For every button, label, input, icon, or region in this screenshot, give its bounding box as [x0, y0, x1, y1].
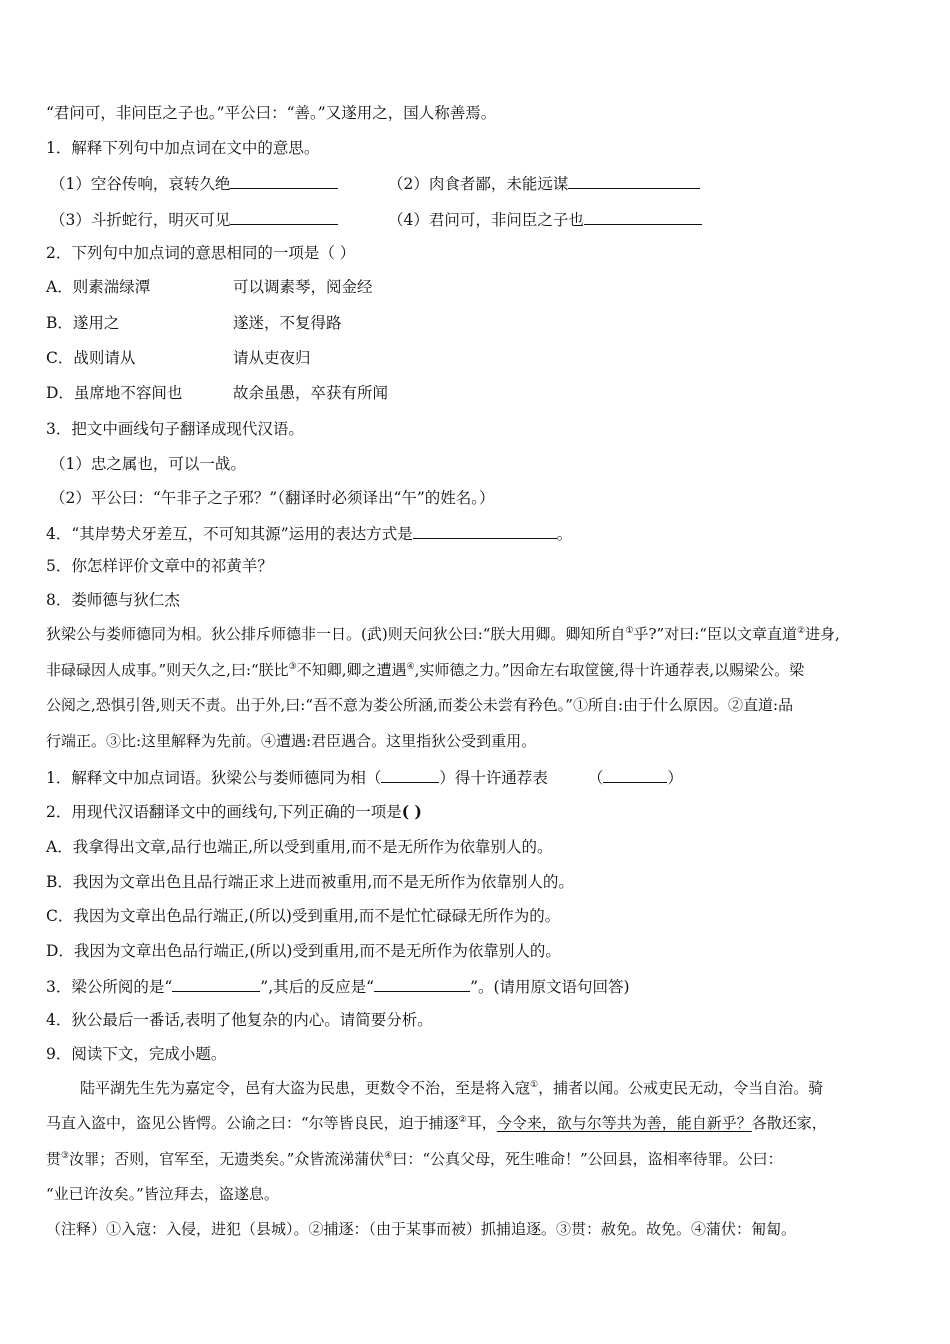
answer-blank[interactable] [172, 975, 260, 992]
s1-question-3: 3．把文中画线句子翻译成现代汉语。 [46, 420, 304, 438]
s1-q1-item-2: （2）肉食者鄙，未能远谋 [388, 172, 700, 194]
s1-q3-item-1: （1）忠之属也，可以一战。 [50, 455, 246, 473]
s8-q2-option-b: B．我因为文章出色且品行端正求上进而被重用,而不是无所作为依靠别人的。 [46, 873, 574, 891]
s1-q2-option-b-left: B．遂用之 [46, 314, 120, 332]
s8-title: 8．娄师德与狄仁杰 [46, 591, 180, 609]
top-line: “君问可，非问臣之子也。”平公曰：“善。”又遂用之，国人称善焉。 [46, 104, 497, 122]
answer-blank[interactable] [603, 766, 667, 783]
answer-blank[interactable] [568, 172, 700, 189]
s1-question-4: 4．“其岸势犬牙差互，不可知其源”运用的表达方式是 。 [46, 522, 572, 544]
s1-q2-option-a-left: A．则素湍绿潭 [46, 278, 151, 296]
s8-q2-option-d: D．我因为文章出色品行端正,(所以)受到重用,而不是无所作为依靠别人的。 [46, 942, 561, 960]
s1-q2-option-b-right: 遂迷，不复得路 [233, 314, 342, 332]
s8-passage-line-1: 狄梁公与娄师德同为相。狄公排斥师德非一日。(武)则天问狄公曰:“朕大用卿。卿知所自①乎?”对曰:“臣以文章直道②进身, [46, 625, 840, 643]
s8-question-1: 1．解释文中加点词语。狄梁公与娄师德同为相（ ）得十许通荐表 （ ） [46, 766, 683, 788]
answer-blank[interactable] [374, 975, 470, 992]
s8-passage-line-4: 行端正。③比:这里解释为先前。④遭遇:君臣遇合。这里指狄公受到重用。 [46, 732, 537, 750]
s1-q1-item-1: （1）空谷传响，哀转久绝 [50, 172, 338, 194]
answer-blank[interactable] [381, 766, 439, 783]
s9-passage-line-4: “业已许汝矣。”皆泣拜去，盗遂息。 [46, 1185, 279, 1203]
s1-question-5: 5．你怎样评价文章中的祁黄羊？ [46, 557, 273, 575]
s9-notes: （注释）①入寇：入侵，进犯（县城）。②捕逐：（由于某事而被）抓捕追逐。③贯：赦免。故免。④蒲伏：匍匐。 [46, 1220, 797, 1238]
s1-q2-option-c-left: C．战则请从 [46, 349, 136, 367]
answer-blank[interactable] [230, 172, 338, 189]
s1-q1-item-3: （3）斗折蛇行，明灭可见 [50, 208, 338, 230]
s1-question-1: 1．解释下列句中加点词在文中的意思。 [46, 139, 320, 157]
s8-passage-line-2: 非碌碌因人成事。”则天久之,曰:“朕比③不知卿,卿之遭遇④,实师德之力。”因命左右取筐箧,得十许通荐表,以赐梁公。梁 [46, 661, 805, 679]
underlined-sentence: 今令来，欲与尔等共为善，能自新乎？ [496, 1114, 752, 1132]
s9-passage-line-1: 陆平湖先生先为嘉定令，邑有大盗为民患，更数令不治，至是将入寇①，捕者以闻。公戒吏民无动，令当自治。骑 [80, 1079, 824, 1097]
s8-question-2: 2．用现代汉语翻译文中的画线句,下列正确的一项是( ) [46, 802, 422, 821]
s1-q2-option-a-right: 可以调素琴，阅金经 [233, 278, 373, 296]
s8-passage-line-3: 公阅之,恐惧引咎,则天不责。出于外,曰:“吾不意为娄公所涵,而娄公未尝有矜色。”①所自:由于什么原因。②直道:品 [46, 696, 794, 714]
s1-q3-item-2: （2）平公曰：“午非子之子邪？”（翻译时必须译出“午”的姓名。） [50, 489, 495, 507]
s9-passage-line-2: 马直入盗中，盗见公皆愕。公谕之曰：“尔等皆良民，迫于捕逐②耳，今令来，欲与尔等共为善，能自新乎？各散还家， [46, 1114, 827, 1132]
s9-title: 9．阅读下文，完成小题。 [46, 1045, 227, 1063]
answer-blank[interactable] [413, 522, 557, 539]
answer-blank[interactable] [584, 208, 702, 225]
s8-q2-option-a: A．我拿得出文章,品行也端正,所以受到重用,而不是无所作为依靠别人的。 [46, 838, 553, 856]
s1-q2-option-c-right: 请从吏夜归 [233, 349, 311, 367]
s8-question-3: 3．梁公所阅的是“ ”,其后的反应是“ ”。(请用原文语句回答) [46, 975, 630, 997]
s8-question-4: 4．狄公最后一番话,表明了他复杂的内心。请简要分析。 [46, 1011, 433, 1029]
s9-passage-line-3: 贯③汝罪；否则，官军至，无遗类矣。”众皆流涕蒲伏④曰：“公真父母，死生唯命！”公回县，盗相率待罪。公曰： [46, 1150, 783, 1168]
answer-blank[interactable] [230, 208, 338, 225]
s1-q2-option-d-right: 故余虽愚，卒获有所闻 [233, 384, 389, 402]
s1-q1-item-4: （4）君问可，非问臣之子也 [388, 208, 702, 230]
s1-q2-option-d-left: D．虽席地不容间也 [46, 384, 183, 402]
s8-q2-option-c: C．我因为文章出色品行端正,(所以)受到重用,而不是忙忙碌碌无所作为的。 [46, 907, 561, 925]
s1-question-2: 2．下列句中加点词的意思相同的一项是（ ） [46, 244, 356, 262]
